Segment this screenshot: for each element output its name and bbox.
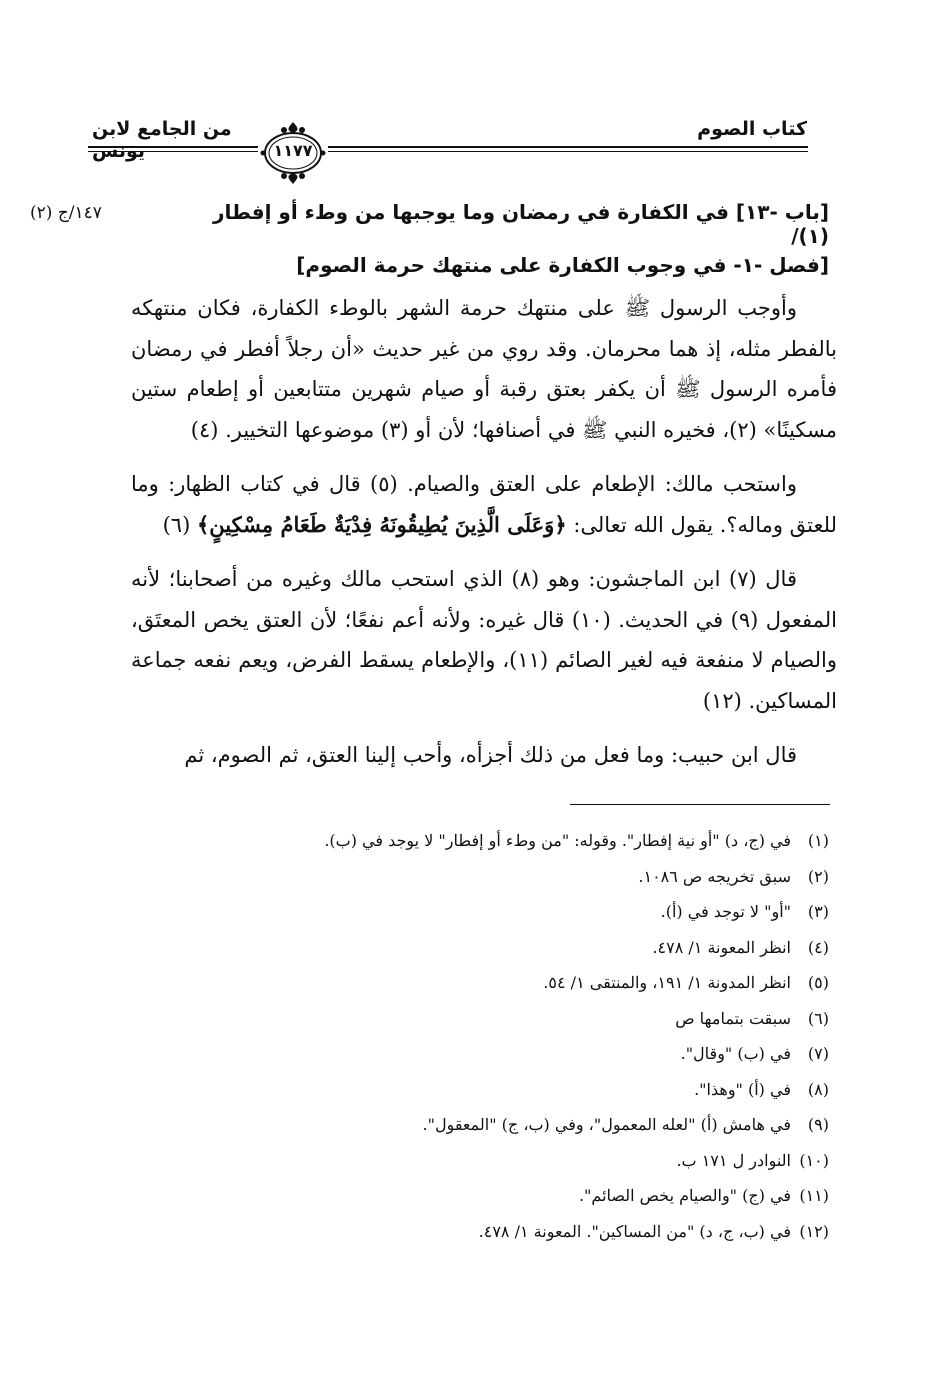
footnote-number: (٤) — [807, 937, 829, 957]
footnote-number: (١١) — [799, 1186, 829, 1205]
paragraph-text: قال (٧) ابن الماجشون: وهو (٨) الذي استحب مالك وغيره من أصحابنا؛ لأنه المفعول (٩) في الحديث. (١٠) قال غيره: ولأنه أعم نفعًا؛ لأن العتق يخص المعتَق، والصيام لا منفعة فيه لغير الصائم (١١)، والإطعام يسقط الفرض، ويعم نفعه جماعة المساكين. (١٢) — [131, 567, 838, 713]
main-text — [131, 288, 837, 776]
paragraph-4 — [131, 735, 837, 776]
page-number: ١١٧٧ — [273, 141, 313, 160]
quran-verse: ﴿وَعَلَى الَّذِينَ يُطِيقُونَهُ فِدْيَةٌ طَعَامُ مِسْكِينٍ﴾ — [196, 511, 567, 537]
paragraph-3 — [131, 559, 837, 721]
footnote — [189, 965, 829, 1001]
paragraph-1 — [131, 288, 837, 450]
footnote — [189, 1214, 829, 1250]
footnote-number: (٨) — [807, 1079, 829, 1099]
footnote-text: "أو" لا توجد في (أ). — [660, 902, 791, 921]
footnote-text: سبق تخريجه ص ١٠٨٦. — [638, 866, 791, 886]
paragraph-text: قال ابن حبيب: وما فعل من ذلك أجزأه، وأحب إلينا العتق، ثم الصوم، ثم — [184, 743, 797, 767]
section-heading: [فصل -١- في وجوب الكفارة على منتهك حرمة الصوم] — [296, 253, 829, 277]
footnote — [189, 1143, 829, 1179]
footnote-text: في هامش (أ) "لعله المعمول"، وفي (ب، ج) "المعقول". — [422, 1115, 791, 1134]
footnote-text: انظر المعونة ١/ ٤٧٨. — [652, 937, 791, 957]
footnote — [189, 1178, 829, 1214]
work-title: من الجامع لابن يونس — [92, 118, 232, 162]
paragraph-text: وأوجب الرسول ﷺ على منتهك حرمة الشهر بالوطء الكفارة، فكان منتهكه بالفطر مثله، إذ هما محرمان. وقد روي من غير حديث «أن رجلاً أفطر في رمضان فأمره الرسول ﷺ أن يكفر بعتق رقبة أو صيام شهرين متتابعين أو إطعام ستين مسكينًا» (٢)، فخيره النبي ﷺ في أصنافها؛ لأن أو (٣) موضوعها التخيير. (٤) — [131, 296, 837, 442]
footnote-text: في (ج) "والصيام يخص الصائم". — [578, 1186, 791, 1205]
footnote-number: (١٠) — [799, 1150, 829, 1170]
footnote-number: (٣) — [807, 902, 829, 921]
paragraph-2 — [131, 464, 837, 545]
footnote-number: (٢) — [807, 866, 829, 886]
footnote — [189, 1036, 829, 1072]
footnote-number: (٦) — [807, 1008, 829, 1028]
footnote-number: (٩) — [807, 1115, 829, 1134]
footnote-text: سبقت بتمامها ص — [675, 1008, 791, 1028]
footnote-separator — [570, 804, 830, 805]
book-title: كتاب الصوم — [697, 118, 807, 140]
footnote — [189, 859, 829, 895]
footnote-text: في (ب) "وقال". — [680, 1044, 791, 1063]
running-header — [0, 0, 947, 200]
paragraph-text: واستحب مالك: الإطعام على العتق والصيام. (٥) قال في كتاب الظهار: وما للعتق وماله؟. يقول الله تعالى: — [131, 472, 837, 537]
footnotes — [189, 823, 829, 1249]
footnote-text: النوادر ل ١٧١ ب. — [676, 1150, 791, 1170]
footnote — [189, 823, 829, 859]
footnote-text: في (ب، ج، د) "من المساكين". المعونة ١/ ٤٧٨. — [478, 1221, 791, 1241]
footnote — [189, 1072, 829, 1108]
footnote-text: في (أ) "وهذا". — [694, 1079, 791, 1099]
footnote-number: (٧) — [807, 1044, 829, 1063]
page-number-ornament — [258, 120, 328, 186]
header-rule-thick — [88, 146, 808, 148]
footnote — [189, 930, 829, 966]
footnote — [189, 1001, 829, 1037]
margin-manuscript-ref: ١٤٧/ج (٢) — [30, 203, 102, 223]
footnote-ref: (٦) — [162, 512, 191, 537]
header-rule-thin — [88, 151, 808, 152]
footnote-number: (٥) — [807, 973, 829, 992]
footnote-number: (١٢) — [799, 1221, 829, 1241]
footnote-text: انظر المدونة ١/ ١٩١، والمنتقى ١/ ٥٤. — [543, 973, 791, 992]
footnote — [189, 1107, 829, 1143]
footnote — [189, 894, 829, 930]
chapter-heading: [باب -١٣] في الكفارة في رمضان وما يوجبها من وطء أو إفطار (١)/ — [212, 200, 829, 248]
footnote-number: (١) — [807, 831, 829, 850]
footnote-text: في (ج، د) "أو نية إفطار". وقوله: "من وطء أو إفطار" لا يوجد في (ب). — [324, 831, 791, 850]
